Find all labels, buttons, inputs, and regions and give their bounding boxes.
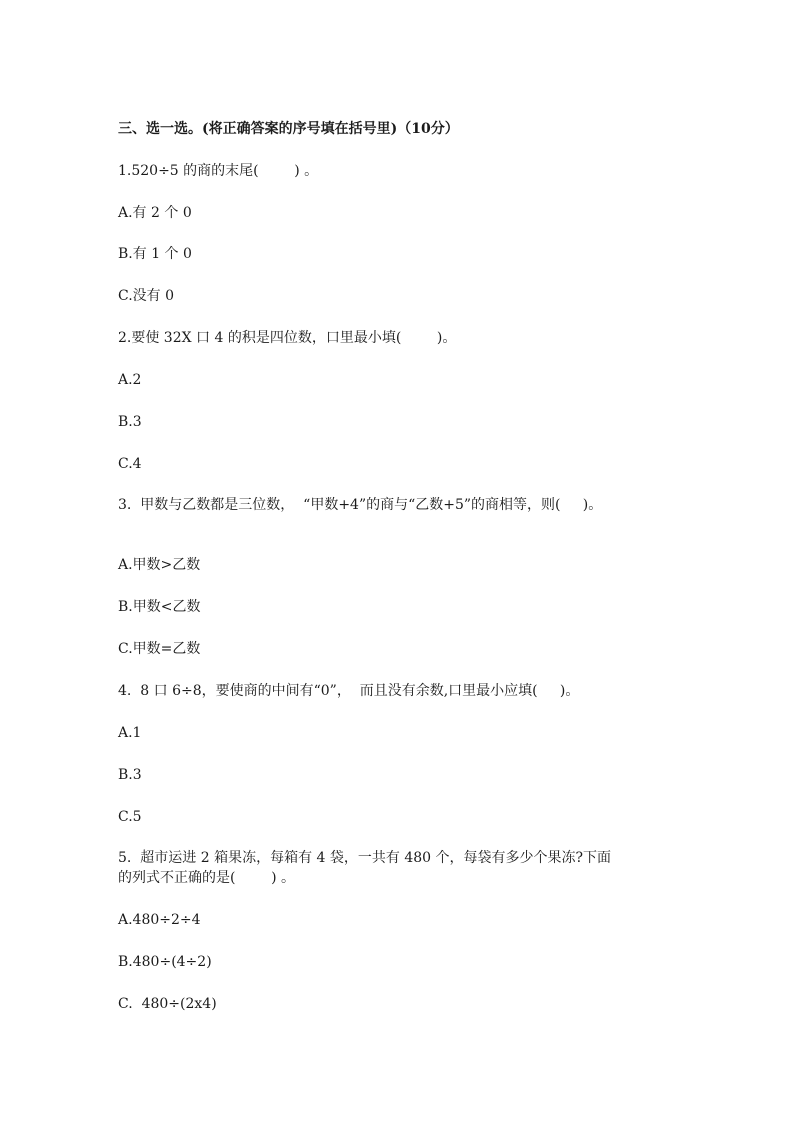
question-4-option-c: C.5	[118, 809, 142, 825]
question-2-option-b: B.3	[118, 414, 142, 430]
question-2-option-c: C.4	[118, 456, 142, 472]
question-2-option-a: A.2	[118, 372, 142, 388]
question-3-option-b: B.甲数<乙数	[118, 599, 201, 615]
question-5-option-a: A.480÷2÷4	[118, 912, 201, 928]
question-2-stem: 2.要使 32X 口 4 的积是四位数，口里最小填( )。	[118, 330, 457, 346]
question-3-option-c: C.甲数=乙数	[118, 641, 201, 657]
question-5-option-b: B.480÷(4÷2)	[118, 954, 212, 970]
question-3-stem: 3. 甲数与乙数都是三位数， “甲数+4”的商与“乙数+5”的商相等，则( )。	[118, 497, 603, 513]
question-4-stem: 4. 8 口 6÷8，要使商的中间有“0”， 而且没有余数,口里最小应填( )。	[118, 683, 580, 699]
question-5-option-c: C. 480÷(2x4)	[118, 996, 217, 1012]
question-4-option-a: A.1	[118, 725, 142, 741]
section-heading: 三、选一选。(将正确答案的序号填在括号里)（10分）	[118, 121, 459, 137]
question-1-option-b: B.有 1 个 0	[118, 246, 192, 262]
question-1-stem: 1.520÷5 的商的末尾( ) 。	[118, 163, 319, 179]
question-4-option-b: B.3	[118, 767, 142, 783]
question-5-stem-line-2: 的列式不正确的是( ) 。	[118, 870, 295, 886]
question-5-stem-line-1: 5. 超市运进 2 箱果冻，每箱有 4 袋，一共有 480 个，每袋有多少个果冻?下面	[118, 850, 611, 866]
question-1-option-a: A.有 2 个 0	[118, 205, 192, 221]
question-1-option-c: C.没有 0	[118, 288, 175, 304]
question-3-option-a: A.甲数>乙数	[118, 557, 201, 573]
